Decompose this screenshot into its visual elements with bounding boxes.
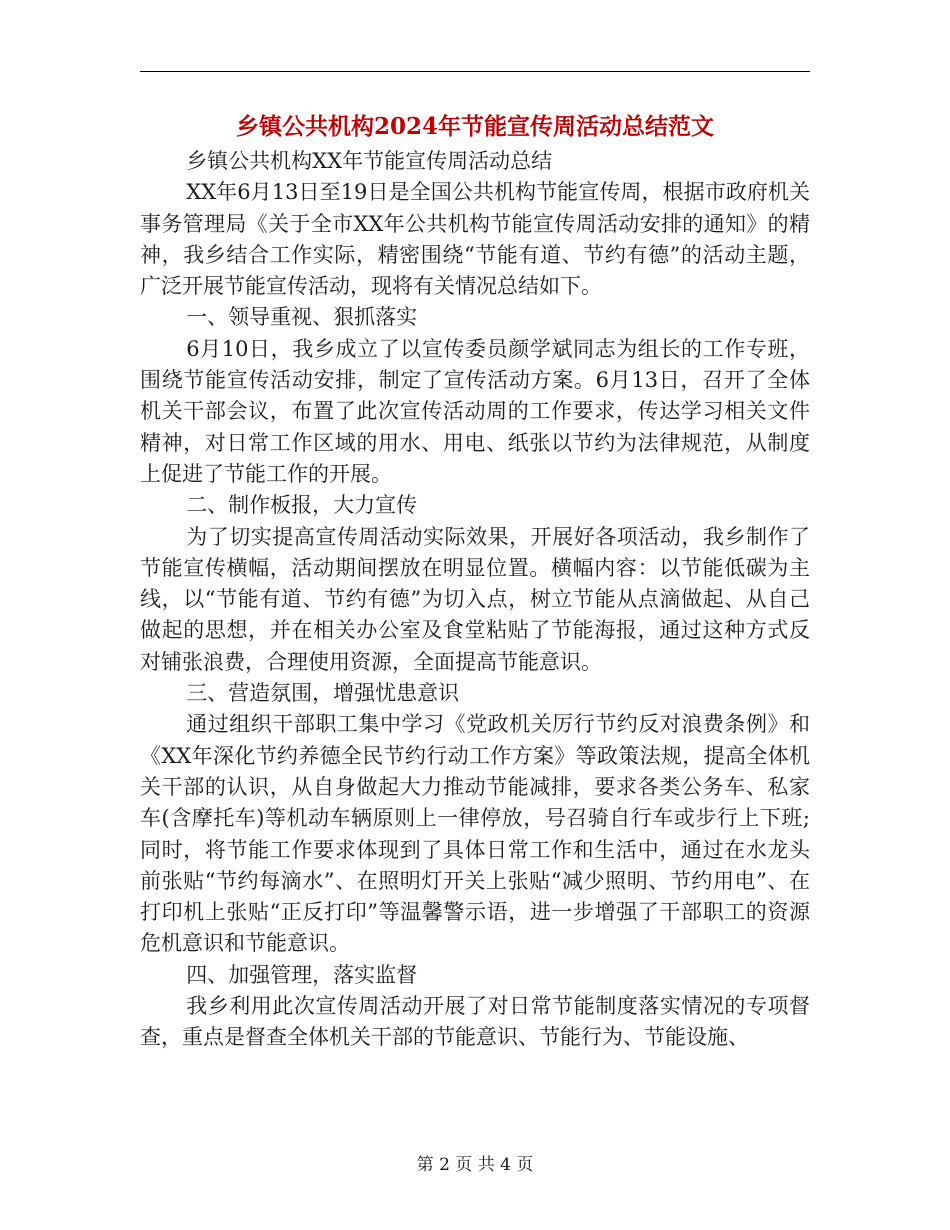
- header-rule: [140, 71, 810, 72]
- document-body: [140, 146, 810, 1054]
- section-paragraph-1: 6月10日，我乡成立了以宣传委员颜学斌同志为组长的工作专班，围绕节能宣传活动安排，制定了宣传活动方案。6月13日，召开了全体机关干部会议，布置了此次宣传活动周的工作要求，传达学习相关文件精神，对日常工作区域的用水、用电、纸张以节约为法律规范，从制度上促进了节能工作的开展。: [140, 336, 810, 486]
- section-paragraph-3: 通过组织干部职工集中学习《党政机关厉行节约反对浪费条例》和《XX年深化节约养德全民节约行动工作方案》等政策法规，提高全体机关干部的认识，从自身做起大力推动节能减排，要求各类公务车、私家车(含摩托车)等机动车辆原则上一律停放，号召骑自行车或步行上下班;同时，将节能工作要求体现到了具体日常工作和生活中，通过在水龙头前张贴“节约每滴水”、在照明灯开关上张贴“减少照明、节约用电”、在打印机上张贴“正反打印”等温馨警示语，进一步增强了干部职工的资源危机意识和节能意识。: [140, 712, 810, 956]
- intro-paragraph: XX年6月13日至19日是全国公共机构节能宣传周，根据市政府机关事务管理局《关于全市XX年公共机构节能宣传周活动安排的通知》的精神，我乡结合工作实际，精密围绕“节能有道、节约有德”的活动主题，广泛开展节能宣传活动，现将有关情况总结如下。: [140, 180, 810, 299]
- subtitle-paragraph: 乡镇公共机构XX年节能宣传周活动总结: [186, 149, 553, 173]
- section-paragraph-2: 为了切实提高宣传周活动实际效果，开展好各项活动，我乡制作了节能宣传横幅，活动期间摆放在明显位置。横幅内容：以节能低碳为主线，以“节能有道、节约有德”为切入点，树立节能从点滴做起、从自己做起的思想，并在相关办公室及食堂粘贴了节能海报，通过这种方式反对铺张浪费，合理使用资源，全面提高节能意识。: [140, 524, 810, 674]
- section-heading-3: 三、营造氛围，增强忧患意识: [186, 681, 460, 706]
- document-title: 乡镇公共机构2024年节能宣传周活动总结范文: [235, 113, 714, 140]
- section-heading-2: 二、制作板报，大力宣传: [186, 493, 418, 518]
- page-number-footer: 第 2 页 共 4 页: [416, 1155, 534, 1175]
- section-paragraph-4: 我乡利用此次宣传周活动开展了对日常节能制度落实情况的专项督查，重点是督查全体机关干部的节能意识、节能行为、节能设施、: [140, 994, 810, 1050]
- section-heading-1: 一、领导重视、狠抓落实: [186, 305, 418, 330]
- section-heading-4: 四、加强管理，落实监督: [186, 962, 418, 987]
